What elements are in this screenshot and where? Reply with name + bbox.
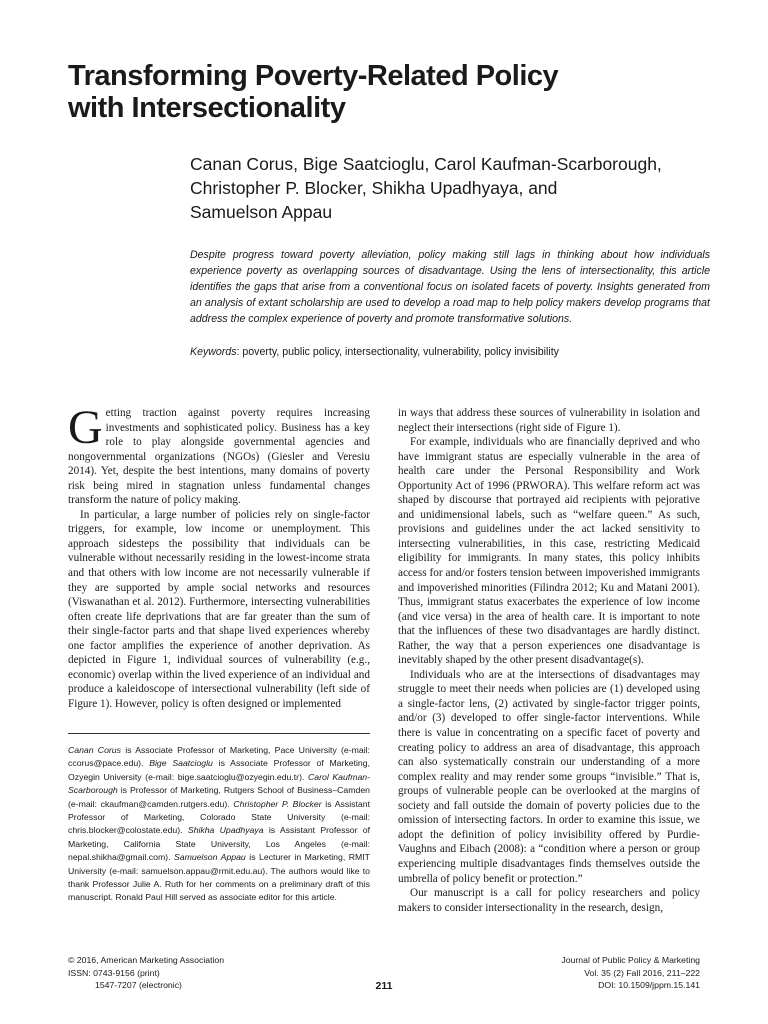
body-paragraph: in ways that address these sources of vulnerability in isolation and neglect their intersections (right side of Figure 1). (398, 407, 700, 434)
author-name: Samuelson Appau (174, 852, 246, 863)
author-bio: is Associate Professor of Marketing, Pace University (e-mail: ccorus@pace.edu). (68, 745, 370, 769)
author-line: Canan Corus, Bige Saatcioglu, Carol Kaufman-Scarborough, (190, 154, 662, 174)
keywords (190, 345, 730, 359)
author-bio: is Assistant Professor of Marketing, Colorado State University (e-mail: chris.blocker@colostate.edu). (68, 798, 370, 836)
keywords-list: : poverty, public policy, intersectionality, vulnerability, policy invisibility (236, 346, 559, 358)
author-line: Christopher P. Blocker, Shikha Upadhyaya, and (190, 178, 558, 198)
author-bio: is Lecturer in Marketing, RMIT University (e-mail: samuelson.appau@rmit.edu.au). The authors would like to thank Professor Julie A. Ruth for her comments on a preliminary draft of this manuscript. Ronald Paul Hill served as associate editor for this article. (68, 852, 370, 903)
journal-info (440, 954, 700, 992)
copyright: © 2016, American Marketing Association (68, 955, 225, 965)
page-number: 211 (375, 980, 393, 992)
author-bio: is Assistant Professor of Marketing, California State University, Los Angeles (e-mail: nepal.shikha@gmail.com). (68, 825, 370, 863)
doi: DOI: 10.1509/jppm.15.141 (598, 980, 700, 991)
author-name: Bige Saatcioglu (149, 758, 213, 769)
author-line: Samuelson Appau (190, 202, 333, 222)
keywords-label: Keywords (190, 346, 237, 358)
journal-name: Journal of Public Policy & Marketing (561, 955, 700, 965)
author-bio: is Associate Professor of Marketing, Ozyegin University (e-mail: bige.saatcioglu@ozyegin.edu.tr). (68, 758, 371, 782)
author-name: Christopher P. Blocker (233, 798, 322, 809)
paragraph-text: etting traction against poverty requires increasing investments and sophisticated policy. Business has a key role to play alongside governmental agencies and nongovernmental organizations (NGOs) (Giesler and Veresiu 2014). Yet, despite the best intentions, many domains of poverty risk being mired in stagnation unless fundamental changes transform the nature of policy making. (68, 407, 370, 507)
author-name: Carol Kaufman-Scarborough (68, 771, 370, 796)
title-line: with Intersectionality (68, 92, 346, 124)
article-title (68, 60, 708, 124)
issn-electronic: 1547-7207 (electronic) (95, 980, 182, 991)
author-name: Canan Corus (68, 745, 121, 755)
drop-cap: G (68, 401, 103, 454)
body-paragraph: For example, individuals who are financially deprived and who have immigrant status are especially vulnerable in the area of health care under the Personal Responsibility and Work Opportunity Act of 1996 (PRWORA). This welfare reform act was shaped by discourse that portrayed aid recipients with pejorative and unidimensional labels, such as “welfare queen.” As such, provisions and guidelines under the act lacked sensitivity to intersecting vulnerabilities, in this case, restricting Medicaid eligibility for immigrants. In many states, this policy inhibits access for and/or fosters tension between impoverished immigrants and impoverished minorities (Filindra 2012; Ku and Matani 2001). Thus, immigrant status exacerbates the experience of low income (and vice versa) in the area of health care. It is important to note that the influences of these two disadvantages are hardly distinct. Rather, the way that a person experiences one disadvantage is inevitably shaped by the other present disadvantage(s). (398, 436, 700, 667)
body-paragraph: Individuals who are at the intersections of disadvantages may struggle to meet their needs when policies are (1) developed using a single-factor lens, (2) activated by single-factor trigger points, and/or (3) developed to offer single-factor interventions. While there is value in concentrating on a specific facet of poverty and creating policy to address an area of disadvantage, this approach can also systematically constrain our understanding of a more complex reality and may render some groups “invisible.” That is, groups of vulnerable people can be overlooked at the margins of society and fall outside the domain of poverty policies due to the omission of intersecting factors. In order to examine this issue, we adopt the definition of policy invisibility offered by Purdie-Vaughns and Eibach (2008): a “condition where a person or group experiencing multiple disadvantages finds themselves outside the umbrella of policy benefit or protection.” (398, 668, 700, 885)
author-bio: is Professor of Marketing, Rutgers School of Business–Camden (e-mail: ckaufman@camden.rutgers.edu). (68, 785, 370, 809)
body-paragraph (68, 401, 370, 508)
footnote-divider (68, 733, 370, 734)
body-paragraph: Our manuscript is a call for policy researchers and policy makers to consider intersectionality in the research, design, (398, 887, 700, 914)
author-list (190, 152, 730, 224)
body-column-right (398, 406, 700, 915)
body-paragraph: In particular, a large number of policies rely on single-factor triggers, for example, low income or unemployment. This approach sidesteps the possibility that individuals can be vulnerable without necessarily residing in the lowest-income strata and that others with low income are not necessarily vulnerable if they are supported by ample social networks and resources (Viswanathan et al. 2012). Furthermore, intersecting vulnerabilities often create life deprivations that are far greater than the sum of their single-factor parts and that shape lived experiences whereby one factor amplifies the experience of another deprivation. As depicted in Figure 1, individual sources of vulnerability (e.g., economic) overlap within the lived experience of an individual and produce a kaleidoscope of intersectional vulnerability (left side of Figure 1). However, policy is often designed or implemented (68, 508, 370, 710)
author-name: Shikha Upadhyaya (187, 825, 264, 836)
journal-volume: Vol. 35 (2) Fall 2016, 211–222 (584, 967, 700, 978)
author-footnote (68, 744, 370, 905)
abstract: Despite progress toward poverty alleviation, policy making still lags in thinking about how individuals experience poverty as overlapping sources of disadvantage. Using the lens of intersectionality, this article identifies the gaps that arise from a conventional focus on isolated facets of poverty. Insights generated from an analysis of extant scholarship are used to develop a road map to help policy makers develop programs that address the complex experience of poverty and promote transformative solutions. (190, 249, 710, 325)
body-column-left (68, 401, 370, 711)
title-line: Transforming Poverty-Related Policy (68, 60, 559, 92)
issn-print: ISSN: 0743-9156 (print) (68, 967, 160, 978)
publisher-info (68, 954, 308, 992)
